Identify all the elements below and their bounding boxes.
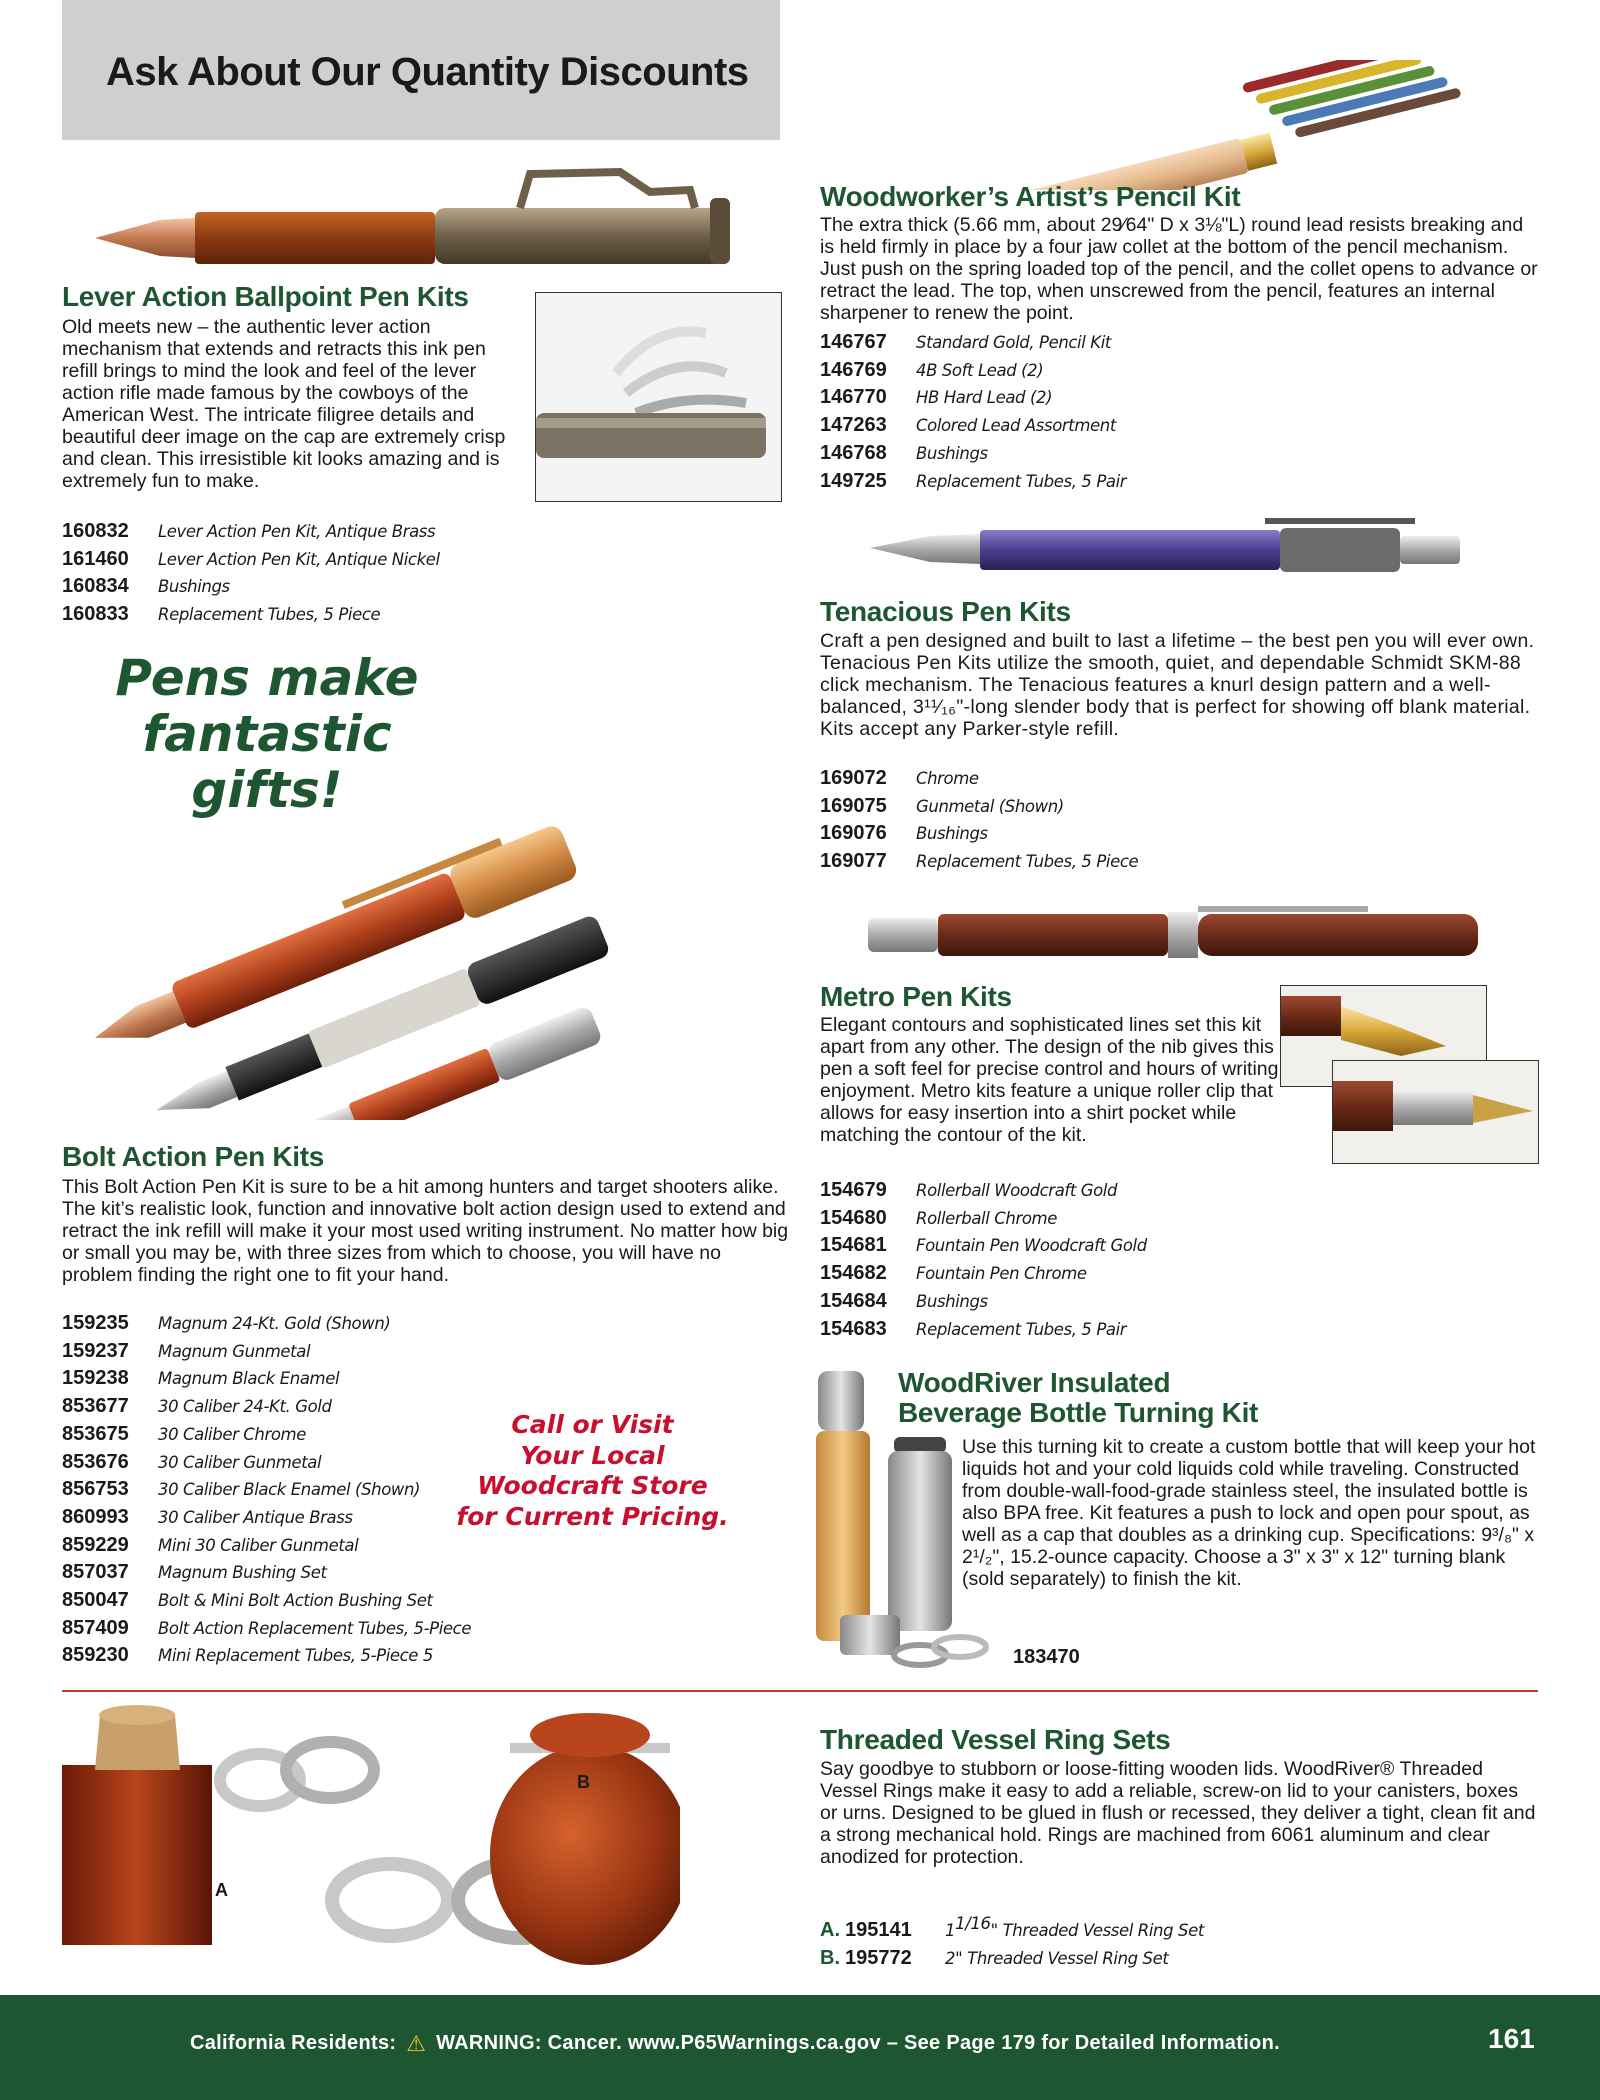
bolt-item-list <box>62 1310 471 1670</box>
list-item: 147263 Colored Lead Assortment <box>820 414 1116 437</box>
list-item: 850047 Bolt & Mini Bolt Action Bushing Set <box>62 1589 433 1612</box>
list-item: 149725 Replacement Tubes, 5 Pair <box>820 469 1127 492</box>
tenacious-description: Craft a pen designed and built to last a lifetime – the best pen you will ever own. Tenacious Pen Kits utilize the smooth, quiet, and dependable Schmidt SKM-88 click mechanism. The Tenacious features a knurl design pattern and a well-balanced, 3¹¹⁄₁₆"-long slender body that is perfect for showing off blank material. Kits accept any Parker-style refill. <box>820 630 1535 740</box>
list-item: 160834 Bushings <box>62 575 230 598</box>
list-item: 159235 Magnum 24-Kt. Gold (Shown) <box>62 1312 391 1334</box>
discount-banner <box>62 0 780 140</box>
vessel-label-b: B <box>577 1772 590 1792</box>
list-item: 160832 Lever Action Pen Kit, Antique Brass <box>62 520 436 542</box>
list-item: 853677 30 Caliber 24-Kt. Gold <box>62 1395 332 1418</box>
vessel-description: Say goodbye to stubborn or loose-fitting wooden lids. WoodRiver® Threaded Vessel Rings make it easy to add a reliable, screw-on lid to your canisters, boxes or urns. Designed to be glued in flush or recessed, they deliver a tight, clean fit and a strong mechanical hold. Rings are machined from 6061 aluminum and clear anodized for protection. <box>820 1758 1536 1868</box>
bolt-title: Bolt Action Pen Kits <box>62 1141 325 1172</box>
list-item: 154679 Rollerball Woodcraft Gold <box>820 1179 1118 1201</box>
list-item: 146769 4B Soft Lead (2) <box>820 358 1044 381</box>
list-item: 154682 Fountain Pen Chrome <box>820 1262 1087 1285</box>
bolt-description: This Bolt Action Pen Kit is sure to be a hit among hunters and target shooters alike. The kit’s realistic look, function and innovative bolt action design used to extend and retract the ink refill will make it your most used writing instrument. No matter how big or small you may be, with three sizes from which to choose, you will have no problem finding the right one to fit your hand. <box>62 1176 789 1286</box>
vessel-title: Threaded Vessel Ring Sets <box>820 1724 1171 1755</box>
lever-mechanism-photo <box>535 292 782 502</box>
bottle-sku: 183470 <box>1013 1646 1080 1668</box>
list-item: 146767 Standard Gold, Pencil Kit <box>820 331 1111 353</box>
metro-title: Metro Pen Kits <box>820 981 1012 1012</box>
prop65-warning: California Residents: ⚠ WARNING: Cancer. www.P65Warnings.ca.gov – See Page 179 for Detailed Information. <box>190 2031 1280 2056</box>
list-item: 146770 HB Hard Lead (2) <box>820 386 1053 409</box>
list-item: 169072 Chrome <box>820 767 979 789</box>
pencil-description: The extra thick (5.66 mm, about 29⁄64" D x 3⅛"L) round lead resists breaking and is held firmly in place by a four jaw collet at the bottom of the pencil mechanism. Just push on the spring loaded top of the pencil, and the collet opens to advance or retract the lead. The top, when unscrewed from the pencil, features an internal sharpener to renew the point. <box>820 214 1538 324</box>
list-item: 154681 Fountain Pen Woodcraft Gold <box>820 1234 1147 1257</box>
list-item: 859230 Mini Replacement Tubes, 5-Piece 5 <box>62 1644 434 1667</box>
pencil-item-list <box>820 329 1126 495</box>
warning-triangle-icon: ⚠ <box>406 2031 427 2056</box>
lever-pen-image <box>90 168 750 268</box>
list-item: A. 195141 11/16" Threaded Vessel Ring Set <box>820 1914 1204 1941</box>
tenacious-pen-image <box>870 510 1470 580</box>
metro-chrome-photo <box>1332 1060 1539 1164</box>
vessel-label-a: A <box>215 1880 228 1900</box>
list-item: 161460 Lever Action Pen Kit, Antique Nickel <box>62 547 440 570</box>
list-item: 857409 Bolt Action Replacement Tubes, 5-Piece <box>62 1616 472 1639</box>
gifts-headline: Pens make fantastic gifts! <box>115 649 419 819</box>
lever-title: Lever Action Ballpoint Pen Kits <box>62 281 469 312</box>
vessel-rings-image <box>60 1705 680 1975</box>
list-item: 169077 Replacement Tubes, 5 Piece <box>820 850 1139 873</box>
list-item: 860993 30 Caliber Antique Brass <box>62 1505 353 1528</box>
bottle-description: Use this turning kit to create a custom bottle that will keep your hot liquids hot and your cold liquids cold while traveling. Constructed from double-wall-food-grade stainless steel, the insulated bottle is also BPA free. Kit features a push to lock and open pour spout, as well as a cap that doubles as a drinking cup. Specifications: 9³/₈" x 2¹/₂", 15.2-ounce capacity. Choose a 3" x 3" x 12" turning blank (sold separately) to finish the kit. <box>962 1436 1536 1590</box>
list-item: 169076 Bushings <box>820 822 988 845</box>
lever-item-list <box>62 518 440 629</box>
pencil-title: Woodworker’s Artist’s Pencil Kit <box>820 181 1241 212</box>
list-item: 853675 30 Caliber Chrome <box>62 1422 306 1445</box>
list-item: 856753 30 Caliber Black Enamel (Shown) <box>62 1478 421 1501</box>
tenacious-item-list <box>820 765 1138 876</box>
tenacious-title: Tenacious Pen Kits <box>820 596 1071 627</box>
banner-title: Ask About Our Quantity Discounts <box>106 50 749 94</box>
lever-description: Old meets new – the authentic lever action mechanism that extends and retracts this ink pen refill brings to mind the look and feel of the lever action rifle made famous by the cowboys of the American West. The intricate filigree details and beautiful deer image on the cap are extremely crisp and clean. This irresistible kit looks amazing and is extremely fun to make. <box>62 316 506 492</box>
section-divider <box>62 1690 1538 1692</box>
bolt-pens-image <box>80 720 640 1120</box>
vessel-item-list <box>820 1910 1204 1972</box>
list-item: 146768 Bushings <box>820 441 988 464</box>
metro-item-list <box>820 1177 1147 1343</box>
list-item: B. 195772 2" Threaded Vessel Ring Set <box>820 1946 1169 1969</box>
bottle-title: WoodRiver Insulated Beverage Bottle Turning Kit <box>898 1367 1259 1428</box>
list-item: 169075 Gunmetal (Shown) <box>820 794 1064 817</box>
call-to-action: Call or Visit Your Local Woodcraft Store for Current Pricing. <box>456 1410 729 1531</box>
list-item: 859229 Mini 30 Caliber Gunmetal <box>62 1533 359 1556</box>
list-item: 159238 Magnum Black Enamel <box>62 1367 340 1390</box>
list-item: 857037 Magnum Bushing Set <box>62 1561 327 1584</box>
list-item: 159237 Magnum Gunmetal <box>62 1339 311 1362</box>
pencil-image <box>820 60 1540 190</box>
metro-description: Elegant contours and sophisticated lines set this kit apart from any other. The design of the nib gives this pen a soft feel for precise control and hours of writing enjoyment. Metro kits feature a unique roller clip that allows for easy insertion into a shirt pocket while matching the contour of the kit. <box>820 1014 1279 1146</box>
list-item: 853676 30 Caliber Gunmetal <box>62 1450 322 1473</box>
list-item: 154684 Bushings <box>820 1289 988 1312</box>
page-number: 161 <box>1488 2023 1535 2054</box>
metro-pen-image <box>868 900 1488 970</box>
list-item: 160833 Replacement Tubes, 5 Piece <box>62 603 381 626</box>
footer-bar <box>0 1995 1600 2100</box>
list-item: 154683 Replacement Tubes, 5 Pair <box>820 1317 1127 1340</box>
list-item: 154680 Rollerball Chrome <box>820 1206 1057 1229</box>
